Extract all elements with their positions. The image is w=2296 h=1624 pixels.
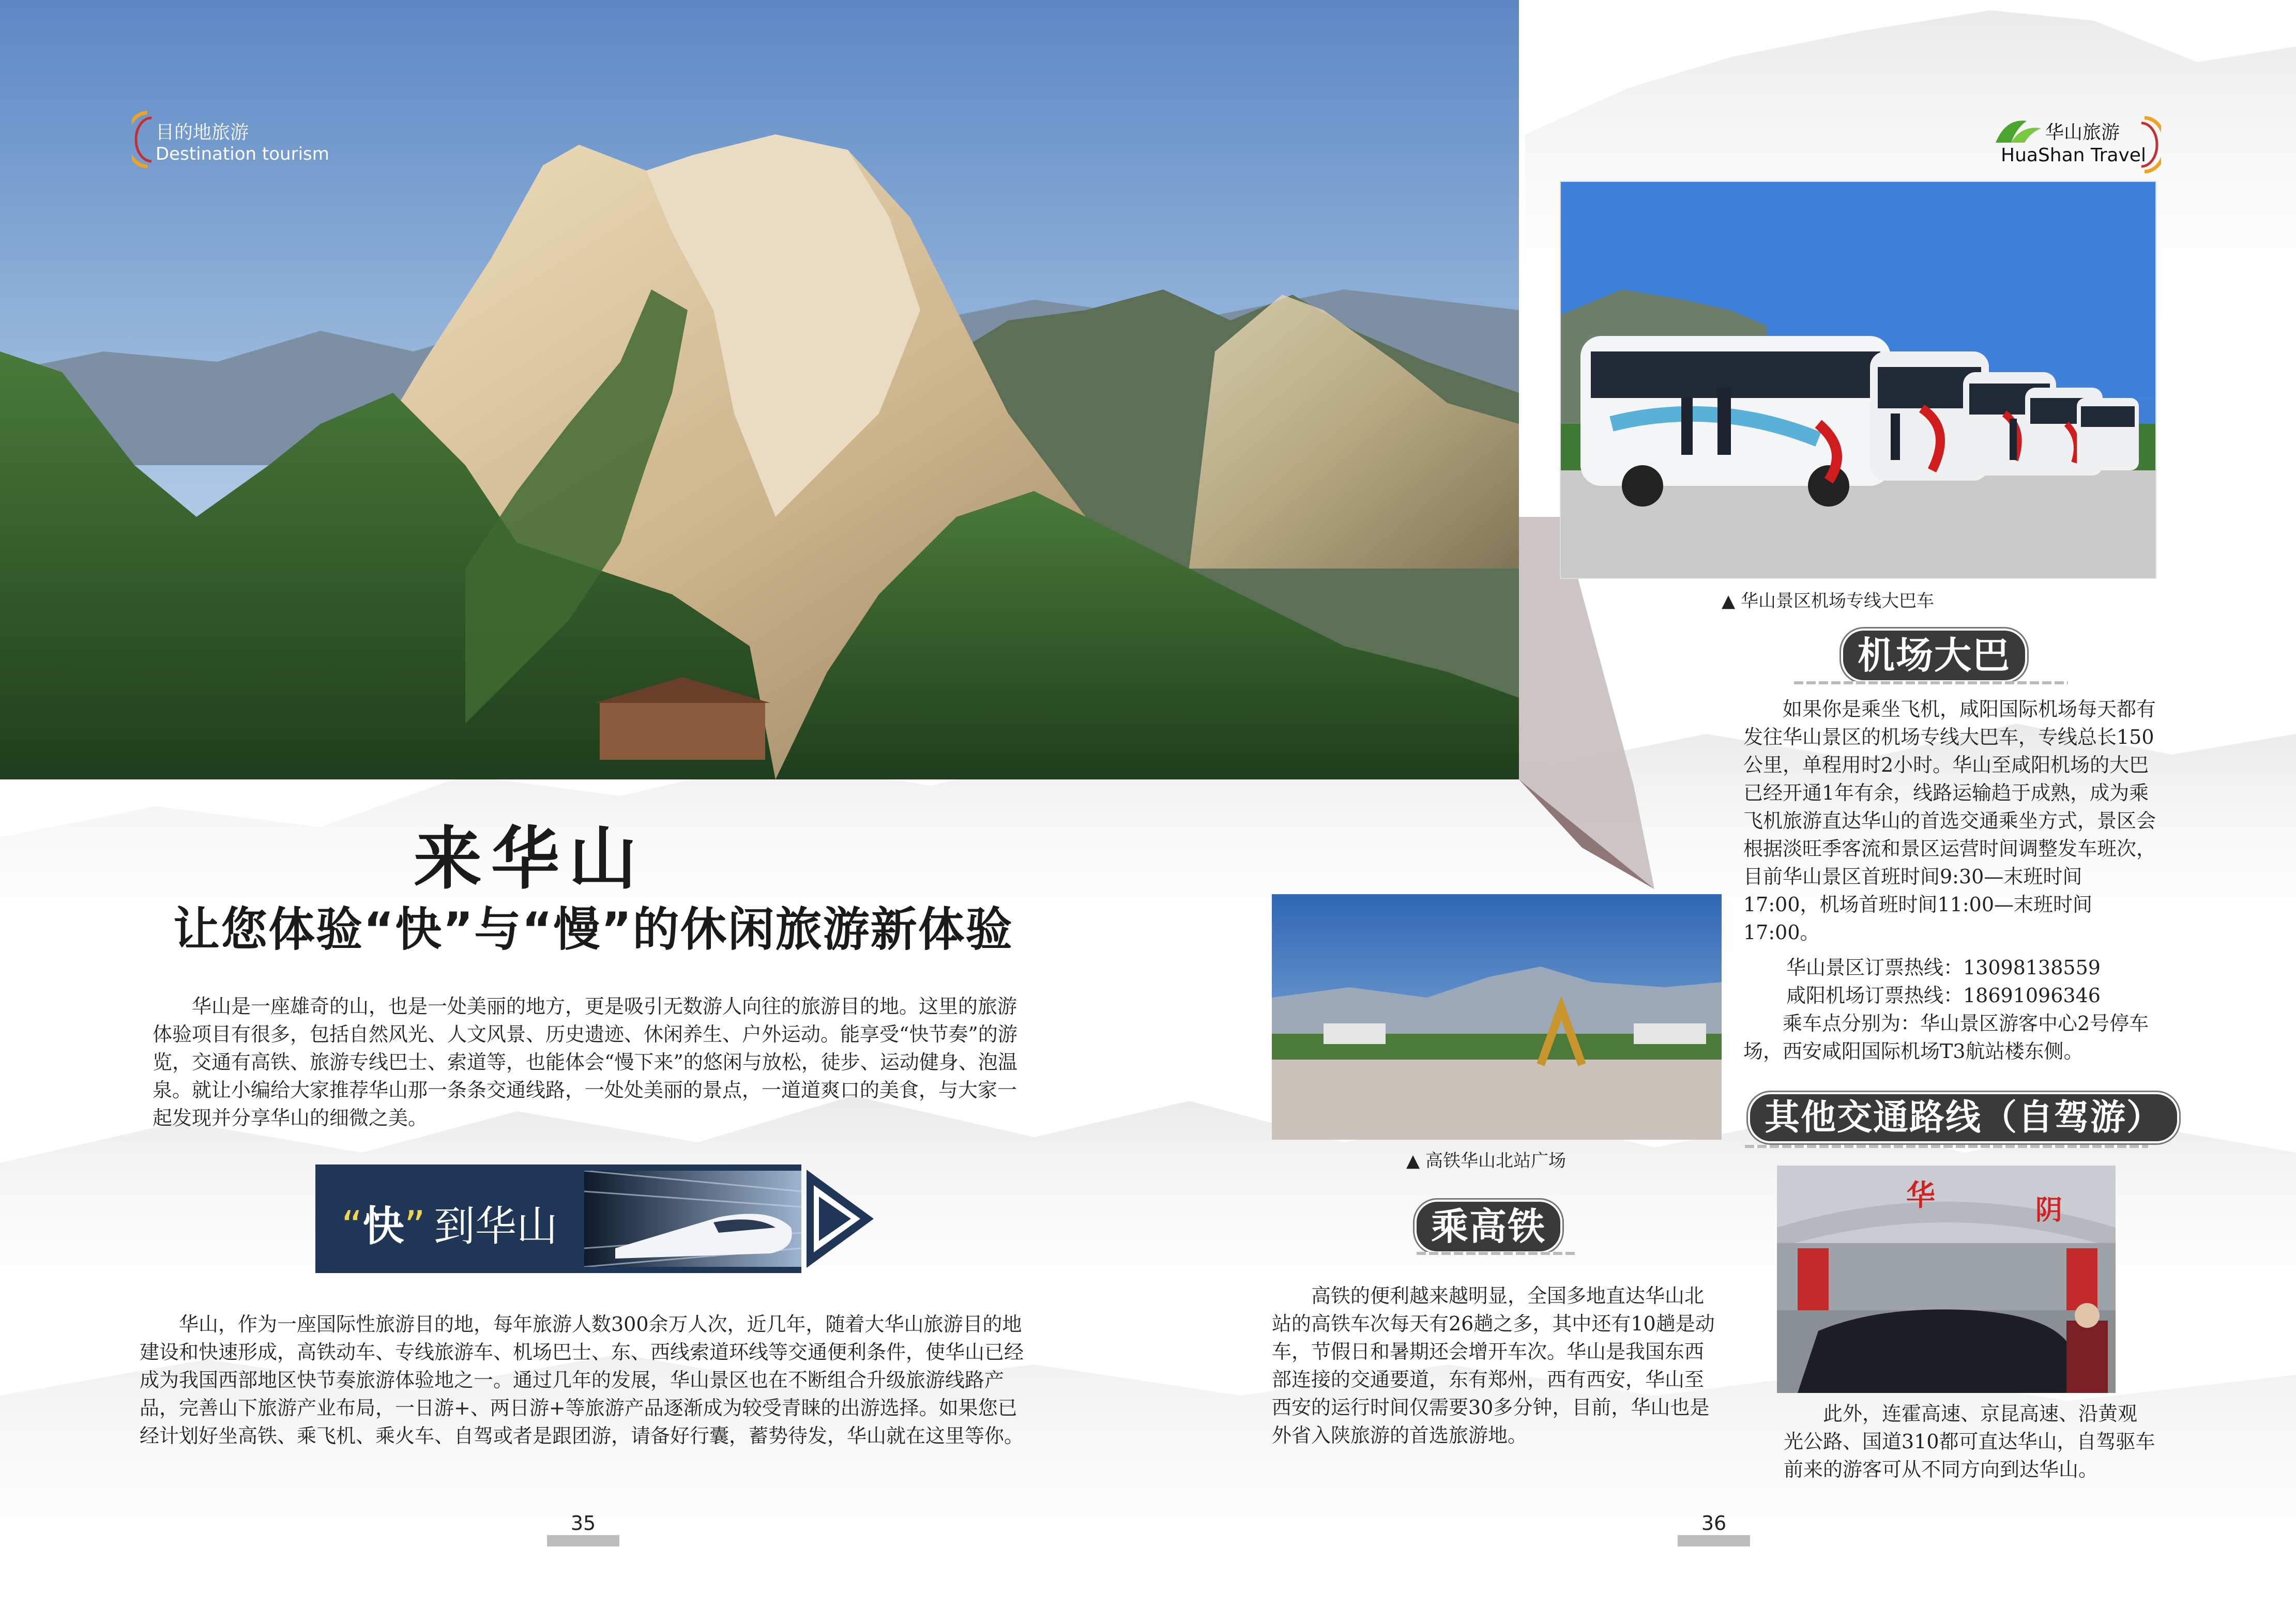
- airport-heading-divider: [1794, 681, 2068, 684]
- station-photo-caption: ▲ 高铁华山北站广场: [1406, 1151, 1566, 1171]
- banner-chevron-icon: [807, 1170, 879, 1268]
- airport-heading-wrap: [1843, 625, 2025, 679]
- section-logo: [132, 109, 339, 171]
- banner-quote-close: ”: [404, 1202, 425, 1250]
- page-number-right: 36: [1701, 1512, 1727, 1535]
- airport-pickup: 乘车点分别为：华山景区游客中心2号停车场，西安咸阳国际机场T3航站楼东侧。: [1743, 1012, 2149, 1063]
- brand-cn: 华山旅游: [2045, 122, 2120, 143]
- page-tab-right: [1678, 1535, 1750, 1546]
- other-heading: 其他交通路线（自驾游）: [1750, 1094, 2177, 1141]
- airport-heading: 机场大巴: [1843, 631, 2025, 680]
- high-speed-train-image: [584, 1171, 801, 1267]
- bus-photo-caption: ▲ 华山景区机场专线大巴车: [1722, 591, 1934, 611]
- kuai-banner: [315, 1165, 879, 1273]
- airport-hotline-1: 华山景区订票热线：13098138559: [1786, 956, 2101, 979]
- airport-paragraph: 如果你是乘坐飞机，咸阳国际机场每天都有发往华山景区的机场专线大巴车，专线总长150公里，单程用时2小时。华山至咸阳机场的大巴已经开通1年有余，线路运输趋于成熟，成为乘飞机旅游直达华山的首选交通乘坐方式，景区会根据淡旺季客流和景区运营时间调整发车班次，目前华山景区首班时间9:30—末班时间17:00，机场首班时间11:00—末班时间17:00。: [1743, 698, 2156, 944]
- station-plaza-photo: [1272, 894, 1722, 1140]
- brand-arc-icon: [2140, 114, 2161, 176]
- banner-rest: 到华山: [433, 1202, 558, 1250]
- banner-kuai: 快: [362, 1202, 404, 1250]
- rail-heading-wrap: [1417, 1197, 1560, 1250]
- section-label-cn: 目的地旅游: [156, 122, 249, 143]
- kuai-banner-text: [341, 1193, 558, 1252]
- rail-heading-divider: [1417, 1252, 1577, 1255]
- page-title: 来华山: [414, 819, 646, 899]
- page-tab-left: [547, 1535, 619, 1546]
- toll-sign-char-2: 阴: [2035, 1195, 2063, 1226]
- toll-station-image: [1777, 1166, 2116, 1393]
- brand-logo: [1996, 114, 2161, 176]
- toll-station-photo: [1777, 1166, 2116, 1393]
- other-heading-wrap: [1750, 1090, 2177, 1140]
- brand-en: HuaShan Travel: [2001, 145, 2146, 166]
- banner-quote-open: “: [341, 1202, 363, 1250]
- other-heading-divider: [1745, 1145, 2148, 1148]
- page-subtitle: 让您体验“快”与“慢”的休闲旅游新体验: [173, 902, 1013, 957]
- brand-leaf-icon: [1996, 118, 2042, 144]
- left-body-paragraph: 华山，作为一座国际性旅游目的地，每年旅游人数300余万人次，近几年，随着大华山旅游目的地建设和快速形成，高铁动车、专线旅游车、机场巴士、东、西线索道环线等交通便利条件，使华山已经成为我国西部地区快节奏旅游体验地之一。通过几年的发展，华山景区也在不断组合升级旅游线路产品，完善山下旅游产业布局，一日游+、两日游+等旅游产品逐渐成为较受青睐的出游选择。如果您已经计划好坐高铁、乘飞机、乘火车、自驾或者是跟团游，请备好行囊，蓄势待发，华山就在这里等你。: [140, 1313, 1024, 1447]
- rail-heading: 乘高铁: [1417, 1202, 1560, 1251]
- intro-paragraph: 华山是一座雄奇的山，也是一处美丽的地方，更是吸引无数游人向往的旅游目的地。这里的旅游体验项目有很多，包括自然风光、人文风景、历史遗迹、休闲养生、户外运动。能享受“快节奏”的游览，交通有高铁、旅游专线巴士、索道等，也能体会“慢下来”的悠闲与放松，徒步、运动健身、泡温泉。就让小编给大家推荐华山那一条条交通线路，一处处美丽的景点，一道道爽口的美食，与大家一起发现并分享华山的细微之美。: [153, 995, 1017, 1129]
- section-label-en: Destination tourism: [156, 144, 329, 164]
- page-number-left: 35: [570, 1512, 596, 1535]
- section-logo-arc-icon: [132, 109, 153, 171]
- rail-paragraph: 高铁的便利越来越明显，全国多地直达华山北站的高铁车次每天有26趟之多，其中还有10趟是动车，节假日和暑期还会增开车次。华山是我国东西部连接的交通要道，东有郑州，西有西安，华山至西安的运行时间仅需要30多分钟，目前，华山也是外省入陕旅游的首选旅游地。: [1272, 1284, 1715, 1447]
- airport-bus-photo: [1560, 181, 2156, 579]
- toll-sign-char-1: 华: [1906, 1179, 1935, 1213]
- drive-paragraph: 此外，连霍高速、京昆高速、沿黄观光公路、国道310都可直达华山，自驾驱车前来的游客可从不同方向到达华山。: [1784, 1402, 2155, 1481]
- airport-hotline-2: 咸阳机场订票热线：18691096346: [1786, 984, 2101, 1007]
